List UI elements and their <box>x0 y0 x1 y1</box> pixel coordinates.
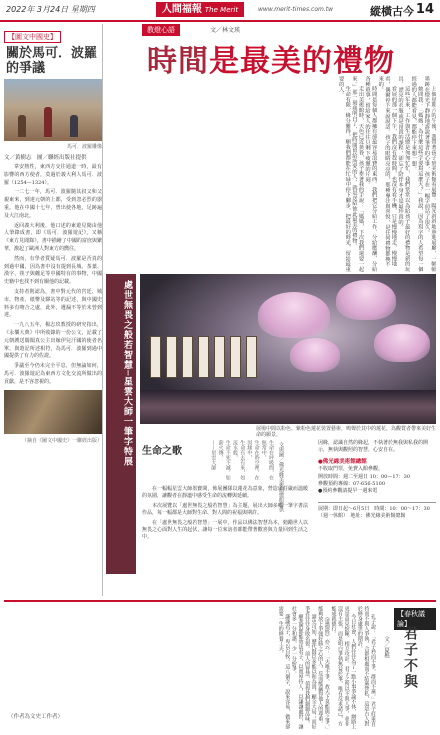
paragraph: 看展的那一個下午，我們沒有趕時間，也沒有看手機，只是慢慢地走，慢慢地看，偶爾停下來說說話。孩子的眼睛亮亮的，那種專注與喜悅，是任何禮物都換不來的。 <box>377 76 397 267</box>
main-body <box>106 76 436 272</box>
paragraph: 上個星期六的午後，我帶著孩子到美術館看展覽。陽光斜斜地照進展廳，一幅幅墨跡在燈光下靜靜地訴說著筆者的心事，孩子在一幅字前站了很久。 <box>423 76 436 272</box>
paragraph: 這些年來，工作與生活總是匆匆忙忙，我們常常以為給孩子最好的禮物是新的玩具、漂亮的衣服或是昂貴的課程，卻忘了陪伴本身才是最珍貴的。 <box>397 76 410 272</box>
headline-part: 時間 <box>147 44 209 79</box>
calligraphy-scroll <box>198 336 209 378</box>
bottom-column <box>4 600 436 735</box>
exhibition-photo-caption: 展場中間以粉色、紫粉色蓮花裝置藝術，鳴聲於其中的蓮花，為觀賞者帶來美好生命的願景。 <box>256 426 437 438</box>
paragraph: 謙謙君子，卑以自牧。這八個字，說來容易，做來卻需要一生的修養工夫。 <box>277 606 291 729</box>
site-url[interactable]: www.merit-times.com.tw <box>258 6 334 13</box>
bottom-column-tag: 【春秋議論】 <box>394 608 436 630</box>
paragraph: 一二七一年，馬可．波羅隨其叔父和父親東來，到達元朝的上都，受到忽必烈的器重。他在中國十七年，曾出使各地，足跡遍及大江南北。 <box>4 189 102 219</box>
bottom-author: 文／夏樵 <box>383 636 389 658</box>
paragraph: 支持者則認為，書中對元代的宮廷、城市、物產、紙幣及驛站等的記述，與中國史料多有吻合之處，此外，遺漏不等於未曾到達。 <box>4 288 102 319</box>
paragraph: 讀史可知，歷代賢臣多能以和為貴，顧全大局；而好爭者往往身敗名裂。前人的智慧，值得我們細細品味。 <box>304 606 317 729</box>
paragraph: 願我們都能效法君子，以寬厚待人，以謙讓處世，讓社會多一分和諧，少一分紛爭。 <box>290 606 304 729</box>
paragraph: 今日社會，人們往往為了一點小事爭論不休，網路上更是意見紛陳、相互攻訐。君子之所以不與人爭，並非沒有主張，而是明白爭執無益於事，唯有反求諸己，方能成就德行。 <box>330 606 357 729</box>
paragraph: 本次展覽以「處世無畏之般若智慧」為主題，展出大師多幅一筆字書法作品，每一幅都是大師對生命、對人間的祝福與期許。 <box>142 502 308 517</box>
info-line: 參觀預約專線：07-656-5100 <box>318 481 386 488</box>
figure-shape <box>44 107 52 137</box>
info-heading: ●佛光緣美術館總館 <box>318 458 367 465</box>
calligraphy-scroll <box>214 336 225 378</box>
bottom-signature: （作者為文史工作者） <box>8 714 64 720</box>
photo-caption: （摘自《圖文中國史》一聯經出版） <box>21 437 102 444</box>
left-byline: 文／黃樹志 圖／聯經出版社提供 <box>4 155 87 161</box>
exhibition-address: 展期：即日起～6月5日 時間：10：00～17：30（週一休館） 地址：佛光緣美術館總館 <box>318 502 436 521</box>
main-author: 文／林文瑛 <box>210 27 241 34</box>
marco-polo-photo <box>4 79 102 141</box>
info-line: 開放時間：週二至週日 10：00—17：30 <box>318 473 411 480</box>
headline-highlight: 是最美的禮物 <box>209 44 395 79</box>
calligraphy-scroll <box>182 336 193 378</box>
main-column-tag: 教燈心語 <box>142 24 180 36</box>
calligraphy-scroll <box>246 336 257 378</box>
paragraph: 韋安熱性，東西方交往通道一時，最有影響的西方使者，莫過於義大利人馬可．波羅（1254—1324）。 <box>4 164 102 186</box>
info-line: 不收取門票，免費入館參觀。 <box>318 466 384 473</box>
lotus-installation <box>374 324 430 362</box>
left-body <box>4 164 102 387</box>
paragraph: 在「處世無畏之般若智慧」一展中，作品以佛法智慧為本，勉勵世人以無畏之心面對人生的起伏，讓每一位來訪者都能帶著歡喜與力量回到生活之中。 <box>142 519 308 541</box>
paragraph: 她問我：「媽媽，為什麼這些字要寫這麼大？」我說，因為寫字的人希望每一個經過的人都能看見，都能停下來想一想。 <box>410 76 423 272</box>
column-tag: 【圖文中國史】 <box>4 31 61 43</box>
main-article <box>106 24 436 596</box>
exhibition-photo <box>140 274 436 424</box>
paragraph: 《道德經》亦云：「夫唯不爭，故天下莫能與之爭。」能夠放下爭強好勝之心的人，反而能贏得他人的尊重。 <box>317 606 330 729</box>
bottom-title: 君子不與 <box>402 626 418 690</box>
poem-credit: 文與圖／佛光緣美術館總館提供 <box>278 442 284 512</box>
poem-line: 生命在時空裡，在因緣中， <box>246 440 260 480</box>
poem-title: 生命之歌 <box>142 446 182 457</box>
poem-line: 生命有去有來，如流水般， <box>231 440 246 480</box>
paragraph: 孔子說：「君子矜而不爭，群而不黨。」君子莊重自持而不與人爭執，合群相處而不結黨營私，這是古人對於修身處世的期許。 <box>356 606 376 727</box>
paragraph: 然而，有學者質疑馬可．波羅是否真的到過中國，因為書中沒有提到長城、茶葉、漢字、筷子與纏足等中國特有的事物，中國史籍中也找不到有關他的記載。 <box>4 255 102 286</box>
poem-line: 生命不死不滅，如薪火傳， <box>217 440 231 480</box>
lotus-installation <box>258 292 330 338</box>
info-line: ●預約參觀請提早一週來電 <box>318 488 378 495</box>
section-title: 縱橫古今 <box>370 5 414 18</box>
left-second-photo <box>4 390 102 434</box>
calligraphy-scroll <box>166 336 177 378</box>
paragraph: 爭議至今仍未完全平息，但無論如何，馬可．波羅遊記為東西方文化交流所做出的貢獻，是不容忽視的。 <box>4 363 102 385</box>
photo-caption: 馬可．波羅雕像 <box>66 144 102 150</box>
logo-text: 人間福報 <box>161 4 202 15</box>
masthead-logo[interactable] <box>156 2 244 30</box>
paragraph: 走出美術館時，天色已近黃昏，孩子牽著我的手說：「媽媽，下次我們還要一起來。」那一刻我明白了，把時間留給所愛的人，就是送給彼此最美的禮物。 <box>350 76 364 272</box>
poem <box>186 440 274 484</box>
poem-line: 生命在呼吸間，在無常中， <box>260 440 274 480</box>
paragraph: 在一幅幅星雲大師墨寶間，佈展團隊以蓮花為意象，營造出莊嚴而溫暖的氛圍，讓觀者在靜謐中感受生命的流轉與延續。 <box>142 486 308 500</box>
paragraph: 生命有限，緣分難得。願我們都能在忙碌中停下腳步，把最好的時光，留給最重要的人。 <box>337 76 351 272</box>
paragraph: 時間是每個人都擁有卻最容易浪費的東西。我們把它分給工作、分給應酬、分給各種瑣事，留給家人的往往只剩下疲憊的片刻。 <box>364 76 377 272</box>
figure-shape <box>18 115 26 137</box>
calligraphy-scroll <box>230 336 241 378</box>
left-column <box>4 24 103 596</box>
reflective-floor <box>140 390 436 424</box>
left-article-title: 關於馬可．波羅的爭議 <box>6 46 98 76</box>
paragraph: 返回義大利後，他口述的東遊見聞由他人筆錄成書，即《馬可．波羅遊記》，又稱《東方見聞錄》，書中描繪了中國的富庶與繁華，激起了歐洲人對東方的嚮往。 <box>4 222 102 252</box>
exhibition-info <box>318 440 436 521</box>
main-headline <box>106 36 436 80</box>
poem-line: ——星雲大師 <box>210 440 217 470</box>
lotus-installation <box>290 338 340 372</box>
lotus-installation <box>336 280 396 320</box>
page-number: 14 <box>415 2 434 17</box>
calligraphy-scroll <box>150 336 161 378</box>
exhibition-text <box>142 486 308 544</box>
figure-shape <box>70 115 78 137</box>
issue-date: 2022年 3月24日 星期四 <box>6 5 95 14</box>
side-note: 因緣，認識自然的緣起，不執著於無我與私我的開示，無執與觀照的智慧，心安自在。 <box>318 440 429 454</box>
paragraph: 一九八五年，楊志玖教授的研究指出，《永樂大典》中所收錄的一份公文，記載了元朝護送闊闊真公主出嫁伊兒汗國的使者名單，與遊記所述相符，為馬可．波羅到過中國提供了有力的佐證。 <box>4 322 102 360</box>
exhibition-banner: 處世無畏之般若智慧─星雲大師一筆字特展 <box>106 274 136 574</box>
logo-en: The Merit Times <box>189 6 239 30</box>
